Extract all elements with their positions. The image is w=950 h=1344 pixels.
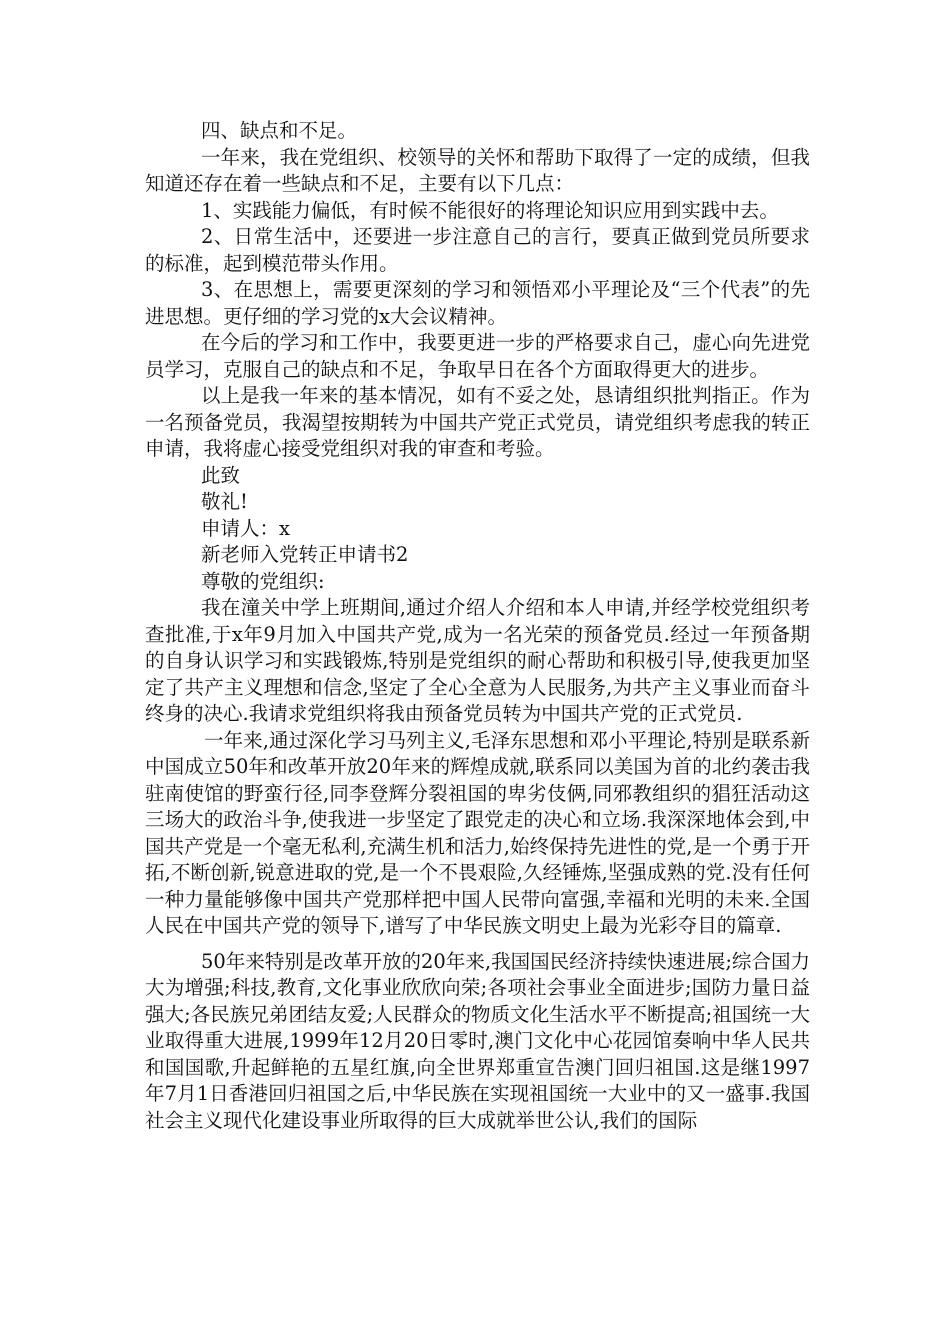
- paragraph-shortcomings-intro: 一年来，我在党组织、校领导的关怀和帮助下取得了一定的成绩，但我知道还存在着一些缺点和不足，主要有以下几点：: [145, 145, 810, 195]
- section-heading: 四、缺点和不足。: [201, 119, 358, 142]
- paragraph-application: 我在潼关中学上班期间,通过介绍人介绍和本人申请,并经学校党组织考查批准,于x年9月加入中国共产党,成为一名光荣的预备党员.经过一年预备期的自身认识学习和实践锻炼,特别是党组织的耐心帮助和积极引导,使我更加坚定了共产主义理想和信念,坚定了全心全意为人民服务,为共产主义事业而奋斗终身的决心.我请求党组织将我由预备党员转为中国共产党的正式党员.: [145, 596, 810, 725]
- closing-regards: 敬礼!: [201, 490, 248, 513]
- applicant-signature: 申请人：x: [201, 516, 290, 540]
- paragraph-achievements: 50年来特别是改革开放的20年来,我国国民经济持续快速进展;综合国力大为增强;科技,教育,文化事业欣欣向荣;各项社会事业全面进步;国防力量日益强大;各民族兄弟团结友爱;人民群众的物质文化生活水平不断提高;祖国统一大业取得重大进展,1999年12月20日零时,澳门文化中心花园馆奏响中华人民共和国国歌,升起鲜艳的五星红旗,向全世界郑重宣告澳门回归祖国.这是继1997年7月1日香港回归祖国之后,中华民族在实现祖国统一大业中的又一盛事.我国社会主义现代化建设事业所取得的巨大成就举世公认,我们的国际: [145, 949, 810, 1132]
- closing-salutation: 此致: [201, 463, 241, 487]
- paragraph-study-reflection: 一年来,通过深化学习马列主义,毛泽东思想和邓小平理论,特别是联系新中国成立50年和改革开放20年来的辉煌成就,联系同以美国为首的北约袭击我驻南使馆的野蛮行径,同李登辉分裂祖国的卑劣伎俩,同邪教组织的猖狂活动这三场大的政治斗争,使我进一步坚定了跟党走的决心和立场.我深深地体会到,中国共产党是一个毫无私利,充满生机和活力,始终保持先进性的党,是一个勇于开拓,不断创新,锐意进取的党,是一个不畏艰险,久经锤炼,坚强成熟的党.没有任何一种力量能够像中国共产党那样把中国人民带向富强,幸福和光明的未来.全国人民在中国共产党的领导下,谱写了中华民族文明史上最为光彩夺目的篇章.: [145, 728, 810, 937]
- list-item-3: 3、在思想上，需要更深刻的学习和领悟邓小平理论及“三个代表”的先进思想。更仔细的学习党的x大会议精神。: [145, 278, 810, 328]
- list-item-2: 2、日常生活中，还要进一步注意自己的言行，要真正做到党员所要求的标准，起到模范带头作用。: [145, 225, 810, 275]
- document-title-2: 新老师入党转正申请书2: [201, 543, 409, 566]
- paragraph-future-plan: 在今后的学习和工作中，我要更进一步的严格要求自己，虚心向先进党员学习，克服自己的缺点和不足，争取早日在各个方面取得更大的进步。: [145, 331, 810, 381]
- document-body: [145, 118, 810, 1134]
- list-item-1: 1、实践能力偏低，有时候不能很好的将理论知识应用到实践中去。: [201, 198, 779, 222]
- paragraph-conclusion: 以上是我一年来的基本情况，如有不妥之处，恳请组织批判指正。作为一名预备党员，我渴望按期转为中国共产党正式党员，请党组织考虑我的转正申请，我将虚心接受党组织对我的审查和考验。: [145, 384, 810, 460]
- greeting: 尊敬的党组织:: [201, 569, 325, 593]
